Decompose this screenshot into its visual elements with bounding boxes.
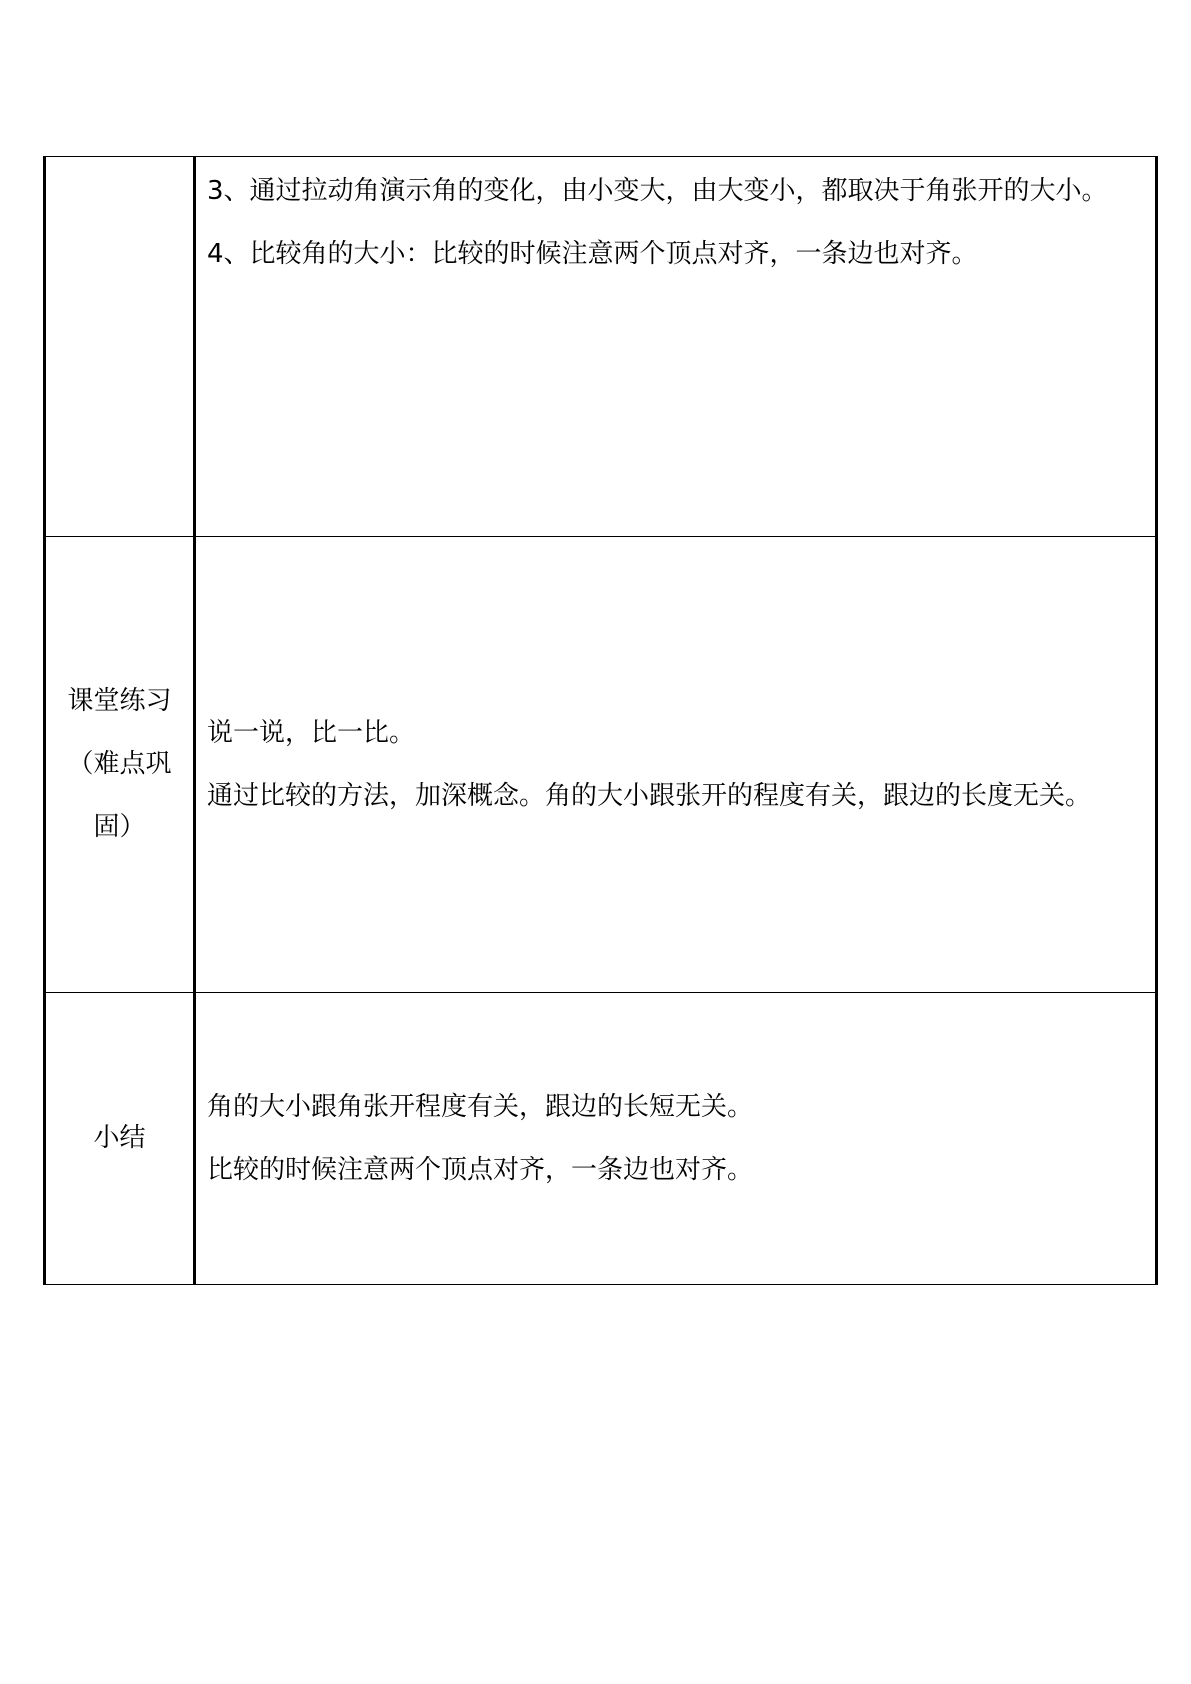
row-label-line: 固） (93, 812, 146, 842)
row-label-line: （难点巩 (67, 749, 172, 779)
content-paragraph: 比较的时候注意两个顶点对齐，一条边也对齐。 (207, 1154, 754, 1185)
lesson-plan-table (43, 156, 1158, 1285)
table-row (45, 157, 1157, 537)
row-label-cell (45, 537, 195, 993)
row-label-line: 课堂练习 (67, 686, 172, 716)
row-content-cell (195, 157, 1157, 537)
content-paragraph: 角的大小跟角张开程度有关，跟边的长短无关。 (207, 1091, 754, 1122)
row-label-cell (45, 157, 195, 537)
table-row (45, 537, 1157, 993)
table-row (45, 993, 1157, 1285)
content-paragraph: 3、通过拉动角演示角的变化，由小变大，由大变小，都取决于角张开的大小。 (207, 176, 1108, 206)
content-paragraph: 说一说，比一比。 (207, 717, 416, 748)
row-content-cell (195, 537, 1157, 993)
row-content-cell (195, 993, 1157, 1285)
row-label-cell (45, 993, 195, 1285)
content-paragraph: 通过比较的方法，加深概念。角的大小跟张开的程度有关，跟边的长度无关。 (207, 780, 1092, 811)
content-paragraph: 4、比较角的大小：比较的时候注意两个顶点对齐，一条边也对齐。 (207, 239, 978, 269)
row-label-line: 小结 (93, 1123, 146, 1153)
